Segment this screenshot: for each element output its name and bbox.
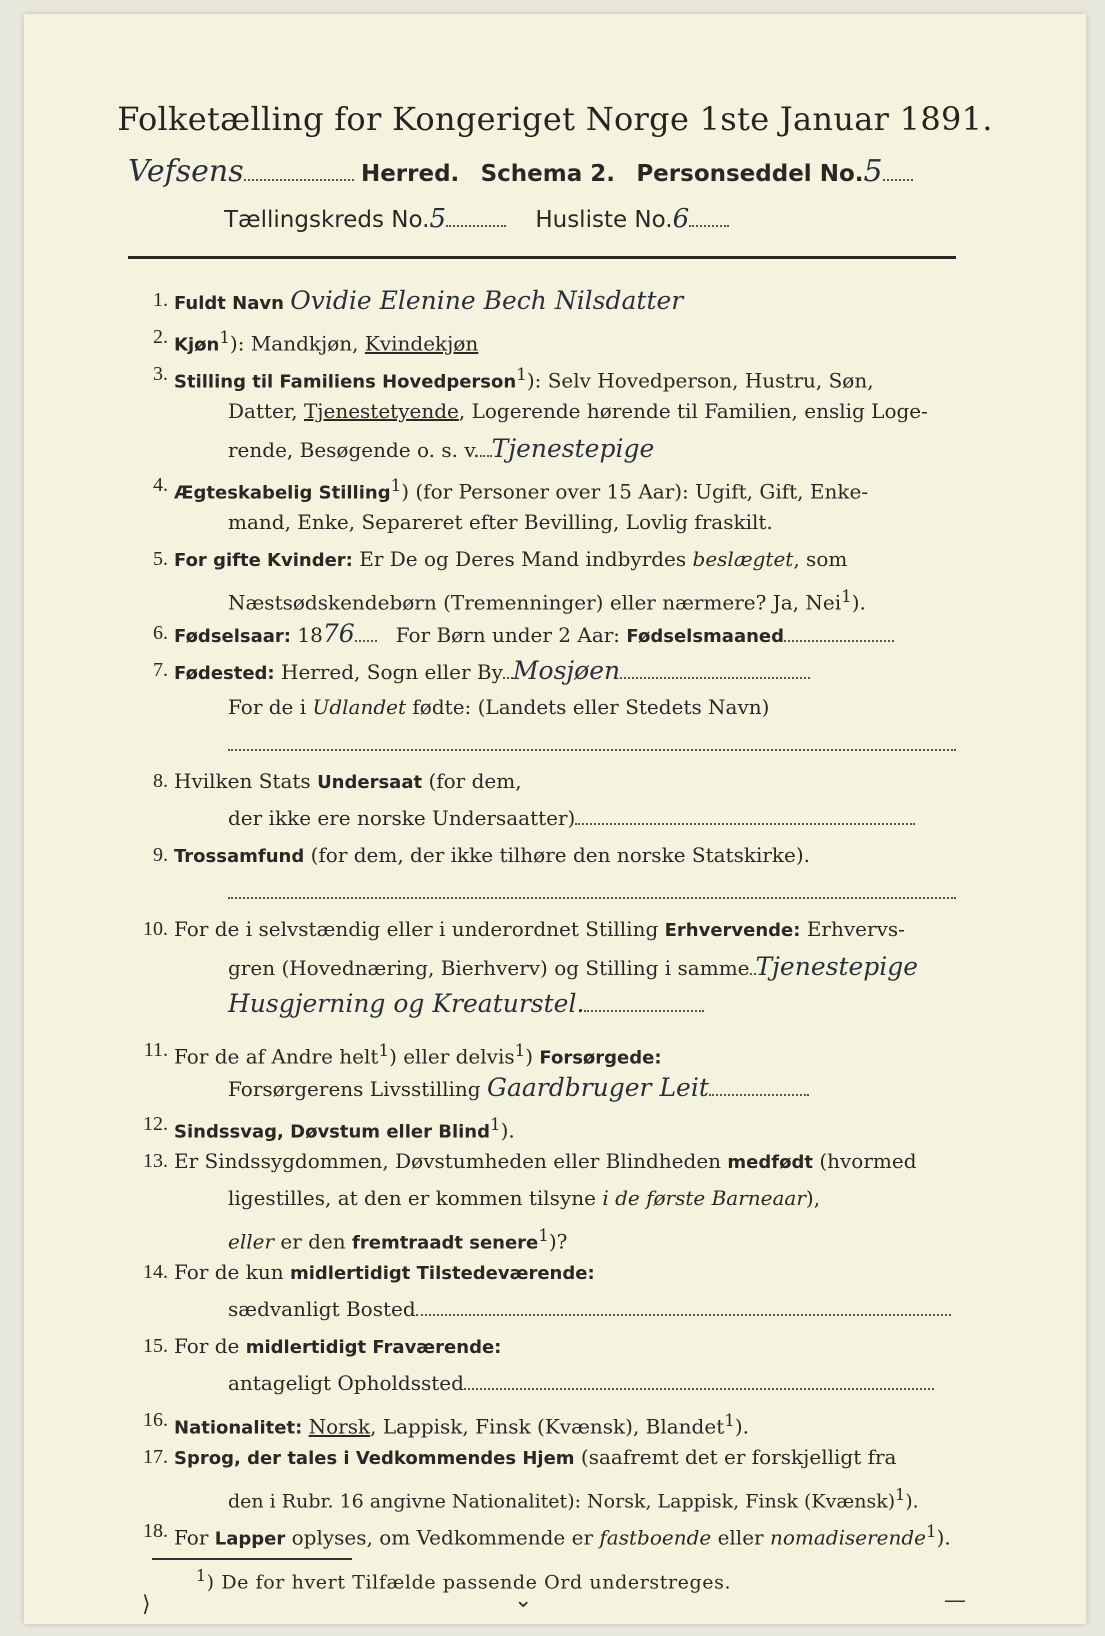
language-text: (saafremt det er forskjelligt fra: [580, 1445, 897, 1469]
temporary-absent-text: For de: [174, 1334, 240, 1358]
header-line-kreds: [224, 204, 729, 234]
item-number: 16.: [143, 1409, 168, 1431]
later-onset-label: fremtraadt senere: [352, 1232, 539, 1254]
footnote-ref: 1: [538, 1226, 549, 1245]
corner-pencil-mark: ⟩: [142, 1592, 151, 1617]
footnote-ref: 1: [378, 1041, 390, 1060]
marital-status-options: mand, Enke, Separeret efter Bevilling, Lovlig fraskilt.: [228, 510, 773, 534]
language-text: ).: [905, 1490, 919, 1513]
birth-month-label: Fødselsmaaned: [626, 626, 785, 647]
family-position-text: , Logerende hørende til Familien, enslig Loge-: [458, 399, 928, 423]
lapp-label: Lapper: [214, 1528, 286, 1550]
item-number: 9.: [153, 844, 168, 866]
header-divider: [128, 256, 956, 259]
birthplace-text: Herred, Sogn eller By: [281, 660, 503, 684]
religion-label: Trossamfund: [174, 846, 305, 867]
congenital-text: )?: [548, 1229, 568, 1254]
item-number: 5.: [153, 548, 168, 570]
citizenship-text: Hvilken Stats: [174, 769, 311, 793]
birth-year-prefix: 18: [297, 623, 323, 647]
family-position-options: ): Selv Hovedperson, Hustru, Søn,: [526, 368, 874, 393]
item-number: 6.: [153, 622, 168, 644]
nationality-options: , Lappisk, Finsk (Kvænsk), Blandet: [370, 1414, 725, 1439]
disability-text: ).: [500, 1118, 515, 1143]
right-pencil-mark: —: [944, 1588, 966, 1613]
item-number: 3.: [153, 363, 168, 385]
abroad-text: Udlandet: [312, 695, 407, 719]
family-position-selected: Tjenestetyende: [303, 399, 459, 423]
language-label: Sprog, der tales i Vedkommendes Hjem: [174, 1448, 575, 1469]
occupation-answer: Tjenestepige: [755, 952, 919, 981]
language-options: den i Rubr. 16 angivne Nationalitet): Norsk, Lappisk, Finsk (Kvænsk): [228, 1490, 896, 1513]
footnote-ref: 1: [390, 476, 402, 495]
form-title: Folketælling for Kongeriget Norge 1ste Januar 1891.: [117, 100, 993, 138]
item-number: 17.: [143, 1446, 168, 1468]
footnote-ref: 1: [926, 1522, 937, 1541]
married-women-text: Er De og Deres Mand indbyrdes: [359, 547, 687, 571]
herred-value: Vefsens: [128, 154, 244, 189]
abroad-text: fødte: (Landets eller Stedets Navn): [412, 695, 770, 719]
census-form-sheet: [24, 14, 1086, 1624]
lapp-text: For: [174, 1525, 209, 1550]
citizenship-text: der ikke ere norske Undersaatter): [228, 806, 576, 830]
disability-label: Sindssvag, Døvstum eller Blind: [174, 1121, 490, 1143]
footnote-ref: 1: [841, 587, 852, 606]
stay-location-text: antageligt Opholdssted: [228, 1371, 464, 1395]
congenital-text: i de første Barneaar: [602, 1186, 806, 1210]
husliste-label: Husliste No.: [535, 207, 673, 233]
married-women-label: For gifte Kvinder:: [174, 550, 353, 571]
marital-status-label: Ægteskabelig Stilling: [174, 482, 391, 504]
congenital-text: ),: [805, 1186, 821, 1210]
birth-month-text: For Børn under 2 Aar:: [395, 623, 621, 647]
herred-label: Herred.: [360, 161, 460, 187]
congenital-text: er den: [280, 1229, 346, 1254]
item-number: 11.: [143, 1039, 168, 1061]
schema-label: Schema 2.: [480, 161, 616, 187]
lapp-text: oplyses, om Vedkommende er: [291, 1525, 594, 1550]
citizenship-text: (for dem,: [428, 769, 522, 793]
supporter-text: Forsørgerens Livsstilling: [228, 1077, 481, 1101]
item-number: 7.: [153, 659, 168, 681]
nationality-label: Nationalitet:: [174, 1417, 303, 1439]
gender-options: ): Mandkjøn,: [229, 331, 359, 356]
footnote-text: ) De for hvert Tilfælde passende Ord understreges.: [206, 1571, 732, 1594]
temporary-absent-label: midlertidigt Fraværende:: [245, 1337, 502, 1358]
supported-label: Forsørgede:: [539, 1047, 662, 1069]
married-women-text: ).: [851, 590, 866, 615]
citizenship-label: Undersaat: [317, 772, 423, 793]
occupation-text: Erhvervs-: [806, 917, 905, 941]
kreds-label: Tællingskreds No.: [224, 207, 430, 233]
supported-text: For de af Andre helt: [174, 1044, 379, 1069]
footnote-ref: 1: [516, 365, 527, 384]
supporter-answer: Gaardbruger Leit: [486, 1073, 709, 1102]
footnote-divider: [152, 1558, 352, 1560]
supported-text: ) eller delvis: [389, 1044, 515, 1069]
item-number: 1.: [153, 289, 168, 311]
item-number: 18.: [143, 1520, 168, 1542]
footnote-ref: 1: [514, 1041, 526, 1060]
item-number: 14.: [143, 1261, 168, 1283]
header-line-herred: [128, 154, 913, 189]
item-number: 12.: [143, 1113, 168, 1135]
footnote: [196, 1566, 731, 1593]
family-position-text: rende, Besøgende o. s. v.: [228, 438, 480, 462]
full-name-label: Fuldt Navn: [174, 293, 284, 314]
nationality-text: ).: [734, 1414, 750, 1439]
lapp-option: fastboende: [599, 1525, 712, 1550]
temporary-present-label: midlertidigt Tilstedeværende:: [289, 1263, 595, 1284]
marital-status-options: ) (for Personer over 15 Aar): Ugift, Gift, Enke-: [401, 479, 869, 504]
lapp-option: nomadiserende: [769, 1525, 926, 1550]
abroad-text: For de i: [228, 695, 307, 719]
married-women-text: beslægtet: [692, 547, 794, 571]
congenital-text: Er Sindssygdommen, Døvstumheden eller Blindheden: [174, 1149, 722, 1173]
footnote-ref: 1: [895, 1485, 906, 1504]
birthplace-answer: Mosjøen: [512, 656, 621, 685]
congenital-label: medfødt: [727, 1152, 813, 1173]
congenital-text: ligestilles, at den er kommen tilsyne: [228, 1186, 596, 1210]
congenital-text: eller: [228, 1229, 275, 1254]
supported-text: ): [525, 1044, 534, 1069]
personseddel-label: Personseddel No.: [636, 161, 864, 187]
occupation-text: gren (Hovednæring, Bierhverv) og Stilling i samme: [228, 956, 750, 980]
item-number: 2.: [153, 326, 168, 348]
family-position-answer: Tjenestepige: [491, 434, 655, 463]
footnote-marker: 1: [196, 1566, 207, 1585]
center-pencil-mark: ⌄: [514, 1588, 533, 1613]
footnote-ref: 1: [724, 1411, 735, 1430]
item-number: 13.: [143, 1150, 168, 1172]
congenital-text: (hvormed: [819, 1149, 917, 1173]
birth-year-label: Fødselsaar:: [174, 626, 291, 647]
footnote-ref: 1: [219, 328, 230, 347]
birth-year-answer: 76: [322, 619, 355, 648]
lapp-text: ).: [936, 1525, 951, 1550]
family-position-text: Datter,: [228, 399, 298, 423]
usual-residence-text: sædvanligt Bosted: [228, 1297, 416, 1321]
married-women-text: , som: [793, 547, 848, 571]
husliste-value: 6: [672, 204, 690, 234]
occupation-answer-detail: Husgjerning og Kreaturstel.: [228, 989, 585, 1018]
item-number: 10.: [143, 918, 168, 940]
birthplace-label: Fødested:: [174, 663, 275, 684]
occupation-text: For de i selvstændig eller i underordnet Stilling: [174, 917, 659, 941]
footnote-ref: 1: [489, 1115, 501, 1134]
temporary-present-text: For de kun: [174, 1260, 284, 1284]
item-number: 15.: [143, 1335, 168, 1357]
lapp-text: eller: [717, 1525, 764, 1550]
item-number: 8.: [153, 770, 168, 792]
family-position-label: Stilling til Familiens Hovedperson: [174, 371, 517, 393]
gender-selected: Kvindekjøn: [364, 331, 479, 356]
gender-label: Kjøn: [174, 334, 220, 356]
item-number: 4.: [153, 474, 168, 496]
married-women-text: Næstsødskendebørn (Tremenninger) eller nærmere? Ja, Nei: [228, 590, 842, 615]
religion-text: (for dem, der ikke tilhøre den norske Statskirke).: [310, 843, 811, 867]
personseddel-value: 5: [863, 154, 883, 189]
occupation-label: Erhvervende:: [664, 920, 801, 941]
kreds-value: 5: [429, 204, 447, 234]
full-name-answer: Ovidie Elenine Bech Nilsdatter: [290, 286, 684, 315]
nationality-selected: Norsk: [308, 1414, 371, 1439]
